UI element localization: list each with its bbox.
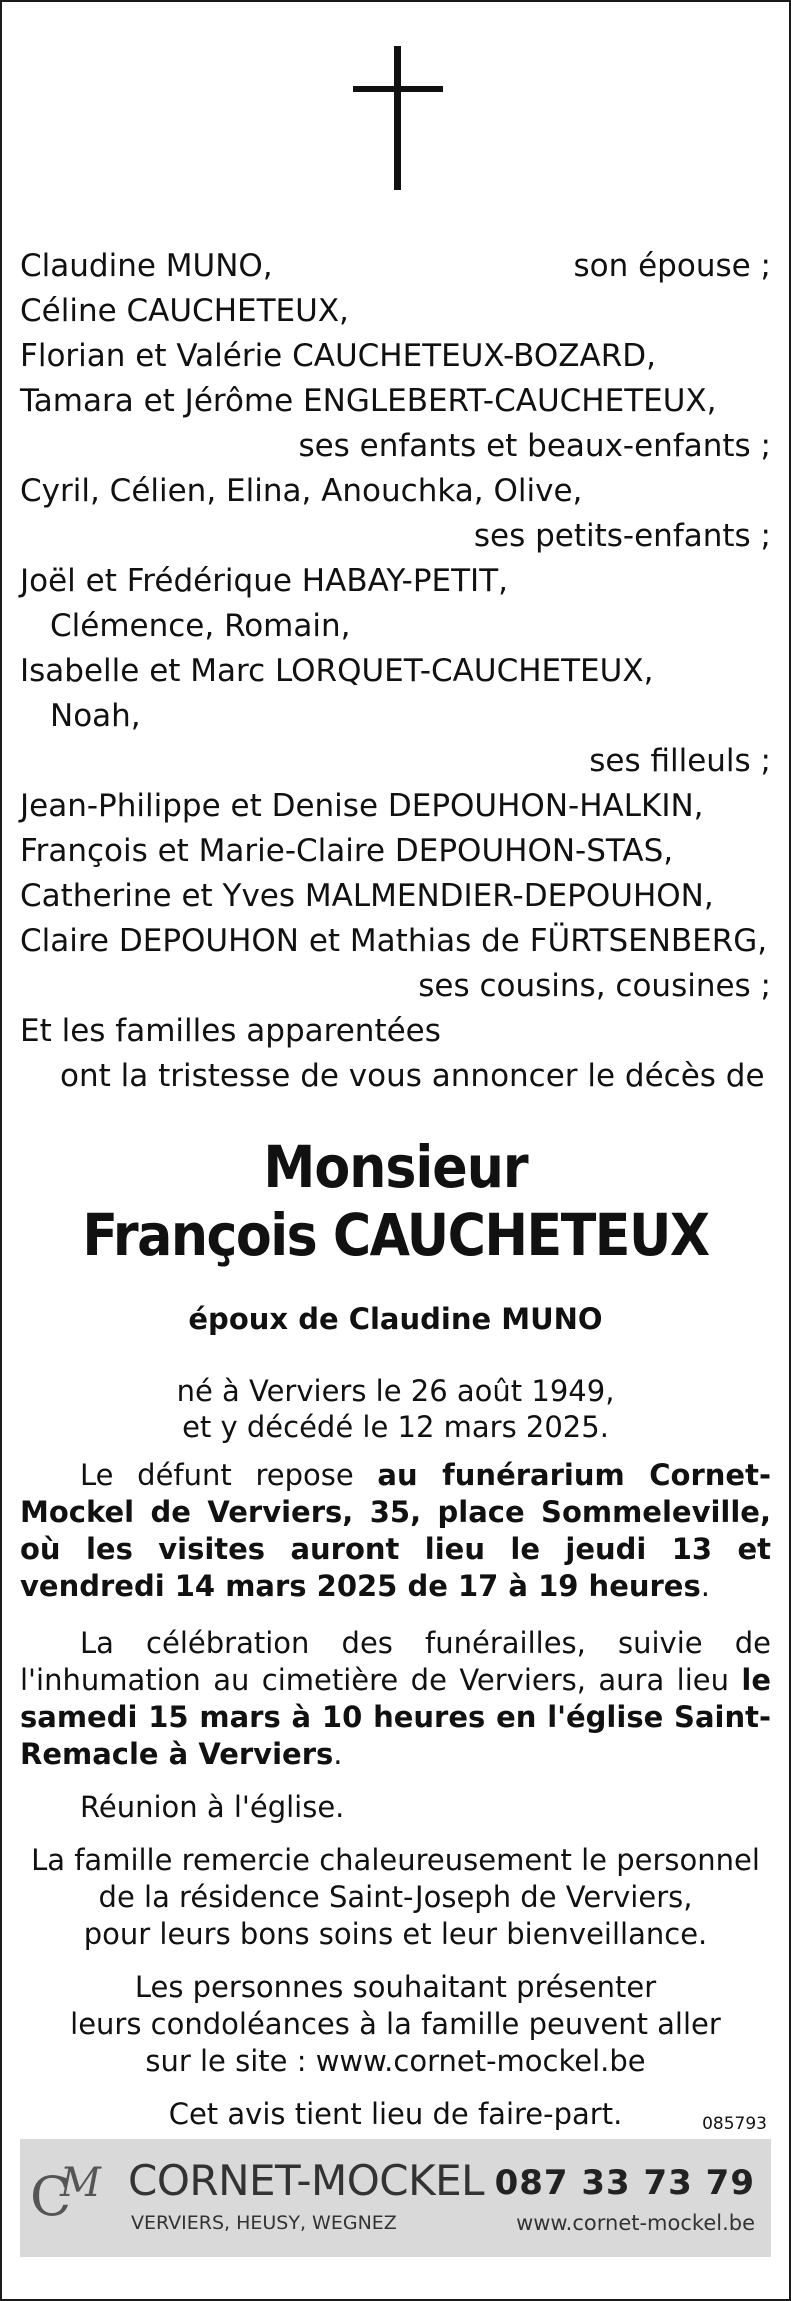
rest-paragraph: Le défunt repose au funérarium Cornet-Mockel de Verviers, 35, place Sommeleville, où les visites auront lieu le jeudi 13 et vendredi 14 mars 2025 de 17 à 19 heures. <box>20 1458 771 1603</box>
family-row: ses cousins, cousines ; <box>418 968 771 1004</box>
website-link[interactable]: www.cornet-mockel.be <box>516 2211 755 2235</box>
family-row: Céline CAUCHETEUX, <box>20 293 349 329</box>
family-row: ses petits-enfants ; <box>473 518 771 554</box>
reunion-line: Réunion à l'église. <box>80 1790 345 1824</box>
family-row: ont la tristesse de vous annoncer le décès de <box>60 1058 765 1094</box>
family-row: Jean-Philippe et Denise DEPOUHON-HALKIN, <box>20 788 704 824</box>
family-row: Florian et Valérie CAUCHETEUX-BOZARD, <box>20 338 657 374</box>
cross-icon <box>353 46 443 190</box>
brand-towns: VERVIERS, HEUSY, WEGNEZ <box>131 2212 397 2234</box>
family-row: ses enfants et beaux-enfants ; <box>298 428 771 464</box>
deceased-title: Monsieur <box>263 1133 528 1201</box>
birth-death-dates <box>20 1373 771 1445</box>
family-row: Catherine et Yves MALMENDIER-DEPOUHON, <box>20 878 714 914</box>
birth-line: né à Verviers le 26 août 1949, <box>176 1374 615 1408</box>
family-row: Et les familles apparentées <box>20 1013 441 1049</box>
deceased-spouse: époux de Claudine MUNO <box>188 1302 603 1336</box>
family-list <box>20 244 771 1099</box>
family-row: Cyril, Célien, Elina, Anouchka, Olive, <box>20 473 583 509</box>
deceased-name: François CAUCHETEUX <box>82 1201 709 1269</box>
cornet-mockel-logo: C M <box>30 2160 101 2228</box>
phone-number: 087 33 73 79 <box>494 2163 755 2203</box>
reference-number: 085793 <box>702 2114 767 2134</box>
family-row: Noah, <box>50 698 141 734</box>
ceremony-paragraph: La célébration des funérailles, suivie de l'inhumation au cimetière de Verviers, aura lieu le samedi 15 mars à 10 heures en l'église Saint-Remacle à Verviers. <box>20 1626 772 1771</box>
family-row: ses filleuls ; <box>589 743 771 779</box>
death-line: et y décédé le 12 mars 2025. <box>182 1410 609 1444</box>
thanks-paragraph: La famille remercie chaleureusement le personnel de la résidence Saint-Joseph de Verviers, pour leurs bons soins et leur bienveillance. <box>31 1843 760 1951</box>
family-row: François et Marie-Claire DEPOUHON-STAS, <box>20 833 674 869</box>
family-row: Isabelle et Marc LORQUET-CAUCHETEUX, <box>20 653 654 689</box>
family-row: Claire DEPOUHON et Mathias de FÜRTSENBERG, <box>20 923 768 959</box>
deceased-name-block <box>20 1133 771 1269</box>
brand-name: CORNET-MOCKEL <box>128 2156 485 2205</box>
family-row: Clémence, Romain, <box>50 608 351 644</box>
condolences-paragraph: Les personnes souhaitant présenter leurs condoléances à la famille peuvent aller sur le site : www.cornet-mockel.be <box>70 1970 721 2078</box>
funeral-home-banner <box>20 2139 771 2257</box>
notice-content <box>20 244 771 2133</box>
family-row: Joël et Frédérique HABAY-PETIT, <box>20 563 508 599</box>
family-row: Tamara et Jérôme ENGLEBERT-CAUCHETEUX, <box>20 383 717 419</box>
notice-line: Cet avis tient lieu de faire-part. <box>168 2097 623 2131</box>
family-row: Claudine MUNO, son épouse ; <box>20 248 771 284</box>
